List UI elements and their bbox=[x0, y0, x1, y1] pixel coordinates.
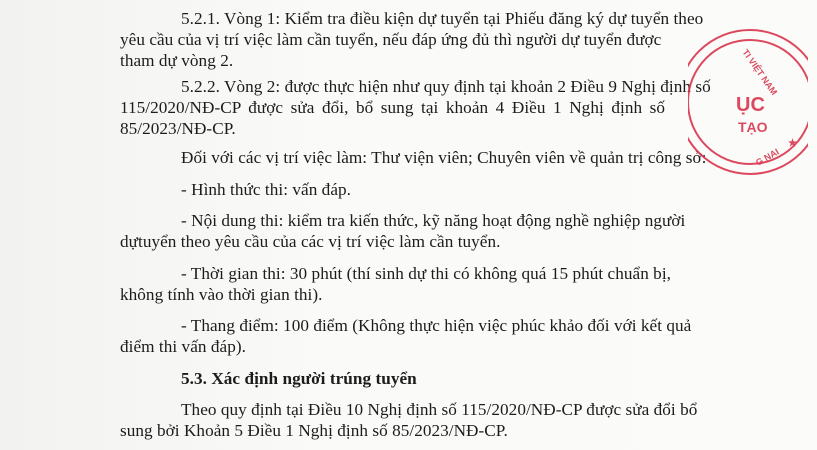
text-line: Đối với các vị trí việc làm: Thư viện viên; Chuyên viên về quản trị công sở: bbox=[181, 148, 707, 167]
text-line: - Thang điểm: 100 điểm (Không thực hiện việc phúc khảo đối với kết quả bbox=[181, 316, 692, 335]
text-line: dựtuyển theo yêu cầu của các vị trí việc làm cần tuyển. bbox=[120, 232, 501, 251]
official-seal-stamp bbox=[688, 26, 808, 176]
text-line: sung bởi Khoản 5 Điều 1 Nghị định số 85/2023/NĐ-CP. bbox=[120, 421, 508, 440]
text-line: 115/2020/NĐ-CP được sửa đổi, bổ sung tại khoản 4 Điều 1 Nghị định số bbox=[120, 98, 666, 117]
stamp-text-mid2: TẠO bbox=[738, 119, 768, 135]
section-heading: 5.3. Xác định người trúng tuyển bbox=[181, 369, 417, 388]
text-line: không tính vào thời gian thi). bbox=[120, 285, 323, 304]
text-line: 5.2.2. Vòng 2: được thực hiện như quy định tại khoản 2 Điều 9 Nghị định số bbox=[181, 77, 711, 96]
text-line: - Thời gian thi: 30 phút (thí sinh dự thi có không quá 15 phút chuẩn bị, bbox=[181, 264, 672, 283]
stamp-text-mid: ỤC bbox=[736, 94, 765, 116]
stamp-text-top: TI VIỆT NAM bbox=[740, 47, 780, 97]
text-line: - Nội dung thi: kiểm tra kiến thức, kỹ năng hoạt động nghề nghiệp người bbox=[181, 211, 686, 230]
text-line: 5.2.1. Vòng 1: Kiểm tra điều kiện dự tuyển tại Phiếu đăng ký dự tuyển theo bbox=[181, 9, 704, 28]
text-line: tham dự vòng 2. bbox=[120, 51, 234, 70]
text-line: Theo quy định tại Điều 10 Nghị định số 115/2020/NĐ-CP được sửa đổi bổ bbox=[181, 400, 698, 419]
text-line: điểm thi vấn đáp). bbox=[120, 337, 246, 356]
text-line: - Hình thức thi: vấn đáp. bbox=[181, 180, 351, 199]
stamp-star-icon: ★ bbox=[788, 138, 797, 149]
text-line: 85/2023/NĐ-CP. bbox=[120, 119, 236, 138]
stamp-text-bottom: G NAI bbox=[754, 146, 781, 168]
text-line: yêu cầu của vị trí việc làm cần tuyển, nếu đáp ứng đủ thì người dự tuyển được bbox=[120, 30, 662, 49]
